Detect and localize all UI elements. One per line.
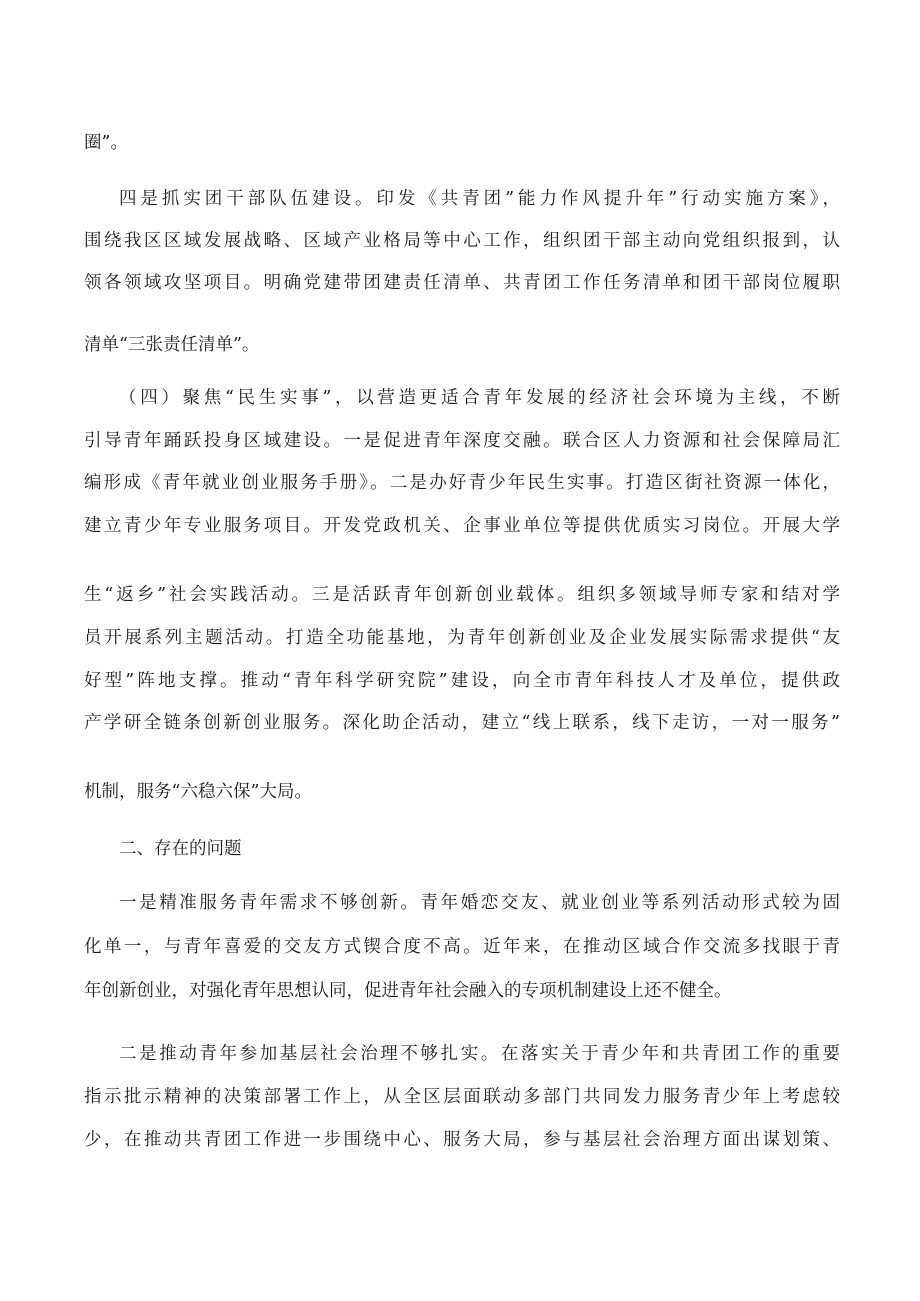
paragraph-first-line: 一是精准服务青年需求不够创新。青年婚恋交友、就业创业等系列活动形式较为固 (119, 893, 840, 913)
paragraph-first-line: 二是推动青年参加基层社会治理不够扎实。在落实关于青少年和共青团工作的重要 (119, 1044, 840, 1064)
text-line: 编形成《青年就业创业服务手册》。二是办好青少年民生实事。打造区街社资源一体化， (84, 473, 840, 493)
text-line: 化单一，与青年喜爱的交友方式锲合度不高。近年来，在推动区域合作交流多找眼于青 (84, 937, 840, 957)
text-line: 产学研全链条创新创业服务。深化助企活动，建立“线上联系，线下走访，一对一服务” (84, 713, 840, 733)
text-line: 圈”。 (84, 133, 128, 153)
text-line: 建立青少年专业服务项目。开发党政机关、企事业单位等提供优质实习岗位。开展大学 (84, 516, 840, 536)
text-line: 指示批示精神的决策部署工作上，从全区层面联动多部门共同发力服务青少年上考虑较 (84, 1087, 840, 1107)
text-line: 引导青年踊跃投身区域建设。一是促进青年深度交融。联合区人力资源和社会保障局汇 (84, 431, 840, 451)
paragraph-first-line: 四是抓实团干部队伍建设。印发《共青团”能力作风提升年”行动实施方案》， (119, 189, 840, 209)
text-line: 少，在推动共青团工作进一步围绕中心、服务大局，参与基层社会治理方面出谋划策、 (84, 1130, 840, 1150)
text-line: 领各领域攻坚项目。明确党建带团建责任清单、共青团工作任务清单和团干部岗位履职 (84, 273, 840, 293)
text-line: 生“返乡”社会实践活动。三是活跃青年创新创业载体。组织多领域导师专家和结对学 (84, 585, 840, 605)
section-heading: 二、存在的问题 (119, 839, 242, 859)
text-line: 围绕我区区域发展战略、区域产业格局等中心工作，组织团干部主动向党组织报到，认 (84, 231, 840, 251)
text-line: 好型”阵地支撑。推动“青年科学研究院”建设，向全市青年科技人才及单位，提供政 (84, 671, 840, 691)
text-line: 员开展系列主题活动。打造全功能基地，为青年创新创业及企业发展实际需求提供“友 (84, 628, 840, 648)
text-line: 清单“三张责任清单”。 (84, 335, 260, 355)
text-line: 年创新创业，对强化青年思想认同，促进青年社会融入的专项机制建设上还不健全。 (84, 981, 732, 1001)
paragraph-first-line: （四）聚焦“民生实事”，以营造更适合青年发展的经济社会环境为主线，不断 (119, 388, 840, 408)
text-line: 机制，服务“六稳六保”大局。 (84, 782, 312, 802)
